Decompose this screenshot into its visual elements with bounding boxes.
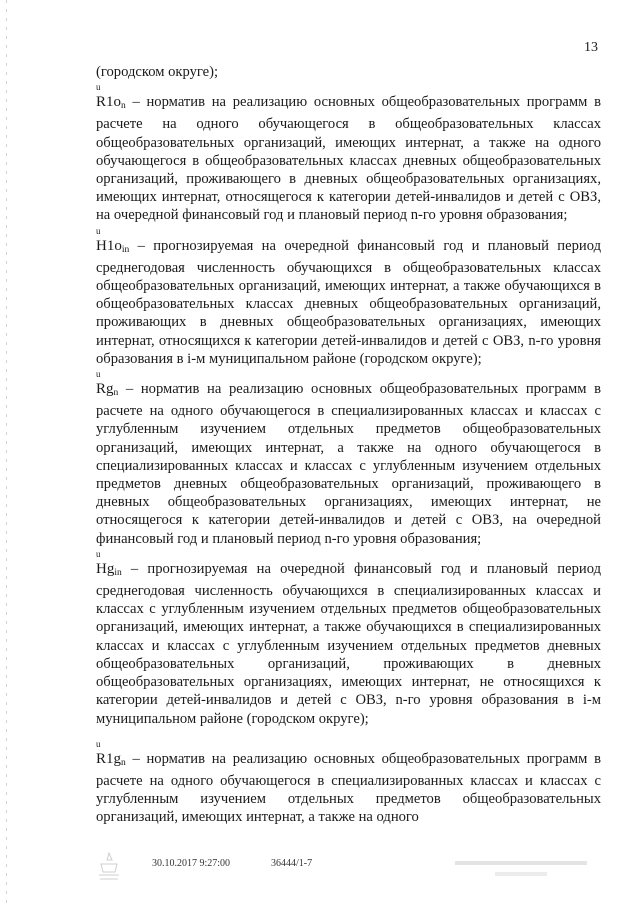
superscript-mark: u: [96, 225, 101, 236]
page-number: 13: [584, 40, 598, 55]
formula-subscript: n: [113, 388, 119, 399]
superscript-mark: u: [96, 82, 101, 93]
footer-timestamp: 30.10.2017 9:27:00: [152, 858, 231, 869]
definition-hg: [96, 548, 601, 728]
superscript-mark: u: [96, 548, 101, 559]
formula-symbol: Hg: [96, 560, 115, 577]
formula-subscript: n: [121, 101, 126, 112]
formula-symbol: H1o: [96, 237, 122, 254]
definition-text: – норматив на реализацию основных общеобразовательных программ в расчете на одного обучающегося в специализированных классах и классах с углубленным изучением отдельных предметов общеобразовательных организаций, имеющих интернат, а также на одного: [96, 750, 601, 826]
definition-r1o: [96, 81, 601, 224]
formula-subscript: in: [114, 567, 122, 578]
page-footer: [0, 858, 640, 898]
footer-document-number: 36444/1-7: [271, 858, 313, 869]
definition-text: – прогнозируемая на очередной финансовый год и плановый период среднегодовая численность обучающихся в общеобразовательных классах общеобразовательных организаций, имеющих интернат, а также обучающихся в общеобразовательных классах дневных общеобразовательных организаций, проживающих в дневных общеобразовательных организациях, имеющих интернат, относящихся к категории детей-инвалидов и детей с ОВЗ, n-го уровня образования в i-м муниципальном районе (городском округе);: [96, 237, 601, 367]
formula-symbol: R1g: [96, 750, 122, 767]
scan-edge-artifact: [6, 0, 7, 905]
formula-subscript: n: [121, 757, 126, 768]
formula-symbol: R1o: [96, 94, 122, 111]
definition-r1g: [96, 738, 601, 827]
definition-text: – прогнозируемая на очередной финансовый год и плановый период среднегодовая численность обучающихся в специализированных классах и классах с углубленным изучением отдельных предметов общеобразовательных организаций, имеющих интернат, а также обучающихся в специализированных классах и классах с углубленным изучением отдельных предметов дневных общеобразовательных организаций, проживающих в дневных общеобразовательных организациях, имеющих интернат, не относящихся к категории детей-инвалидов и детей с ОВЗ, n-го уровня образования в i-м муниципальном районе (городском округе);: [96, 560, 601, 727]
definition-text: – норматив на реализацию основных общеобразовательных программ в расчете на одного обучающегося в общеобразовательных классах общеобразовательных организаций, имеющих интернат, а также на одного обучающегося в общеобразовательных классах дневных общеобразовательных организаций, проживающего в дневных общеобразовательных организациях, имеющих интернат, относящегося к категории детей-инвалидов и детей с ОВЗ, на очередной финансовый год и плановый период n-го уровня образования;: [96, 94, 601, 224]
definition-text: – норматив на реализацию основных общеобразовательных программ в расчете на одного обучающегося в специализированных классах и классах с углубленным изучением отдельных предметов общеобразовательных организаций, имеющих интернат, а также на одного обучающегося в специализированных классах и классах с углубленным изучением отдельных предметов дневных общеобразовательных организаций, проживающего в дневных общеобразовательных организациях, имеющих интернат, не относящегося к категории детей-инвалидов и детей с ОВЗ, на очередной финансовый год и плановый период n-го уровня образования;: [96, 381, 601, 547]
paragraph-continuation: (городском округе);: [96, 64, 219, 80]
formula-symbol: Rg: [96, 381, 114, 398]
definition-h1o: [96, 225, 601, 368]
definition-rg: [96, 368, 601, 548]
document-body: [96, 63, 601, 827]
stamp-icon: [96, 852, 122, 882]
formula-subscript: in: [121, 244, 130, 255]
superscript-mark: u: [96, 369, 101, 380]
superscript-mark: u: [96, 738, 101, 749]
faded-stamp-icon: [455, 858, 593, 880]
